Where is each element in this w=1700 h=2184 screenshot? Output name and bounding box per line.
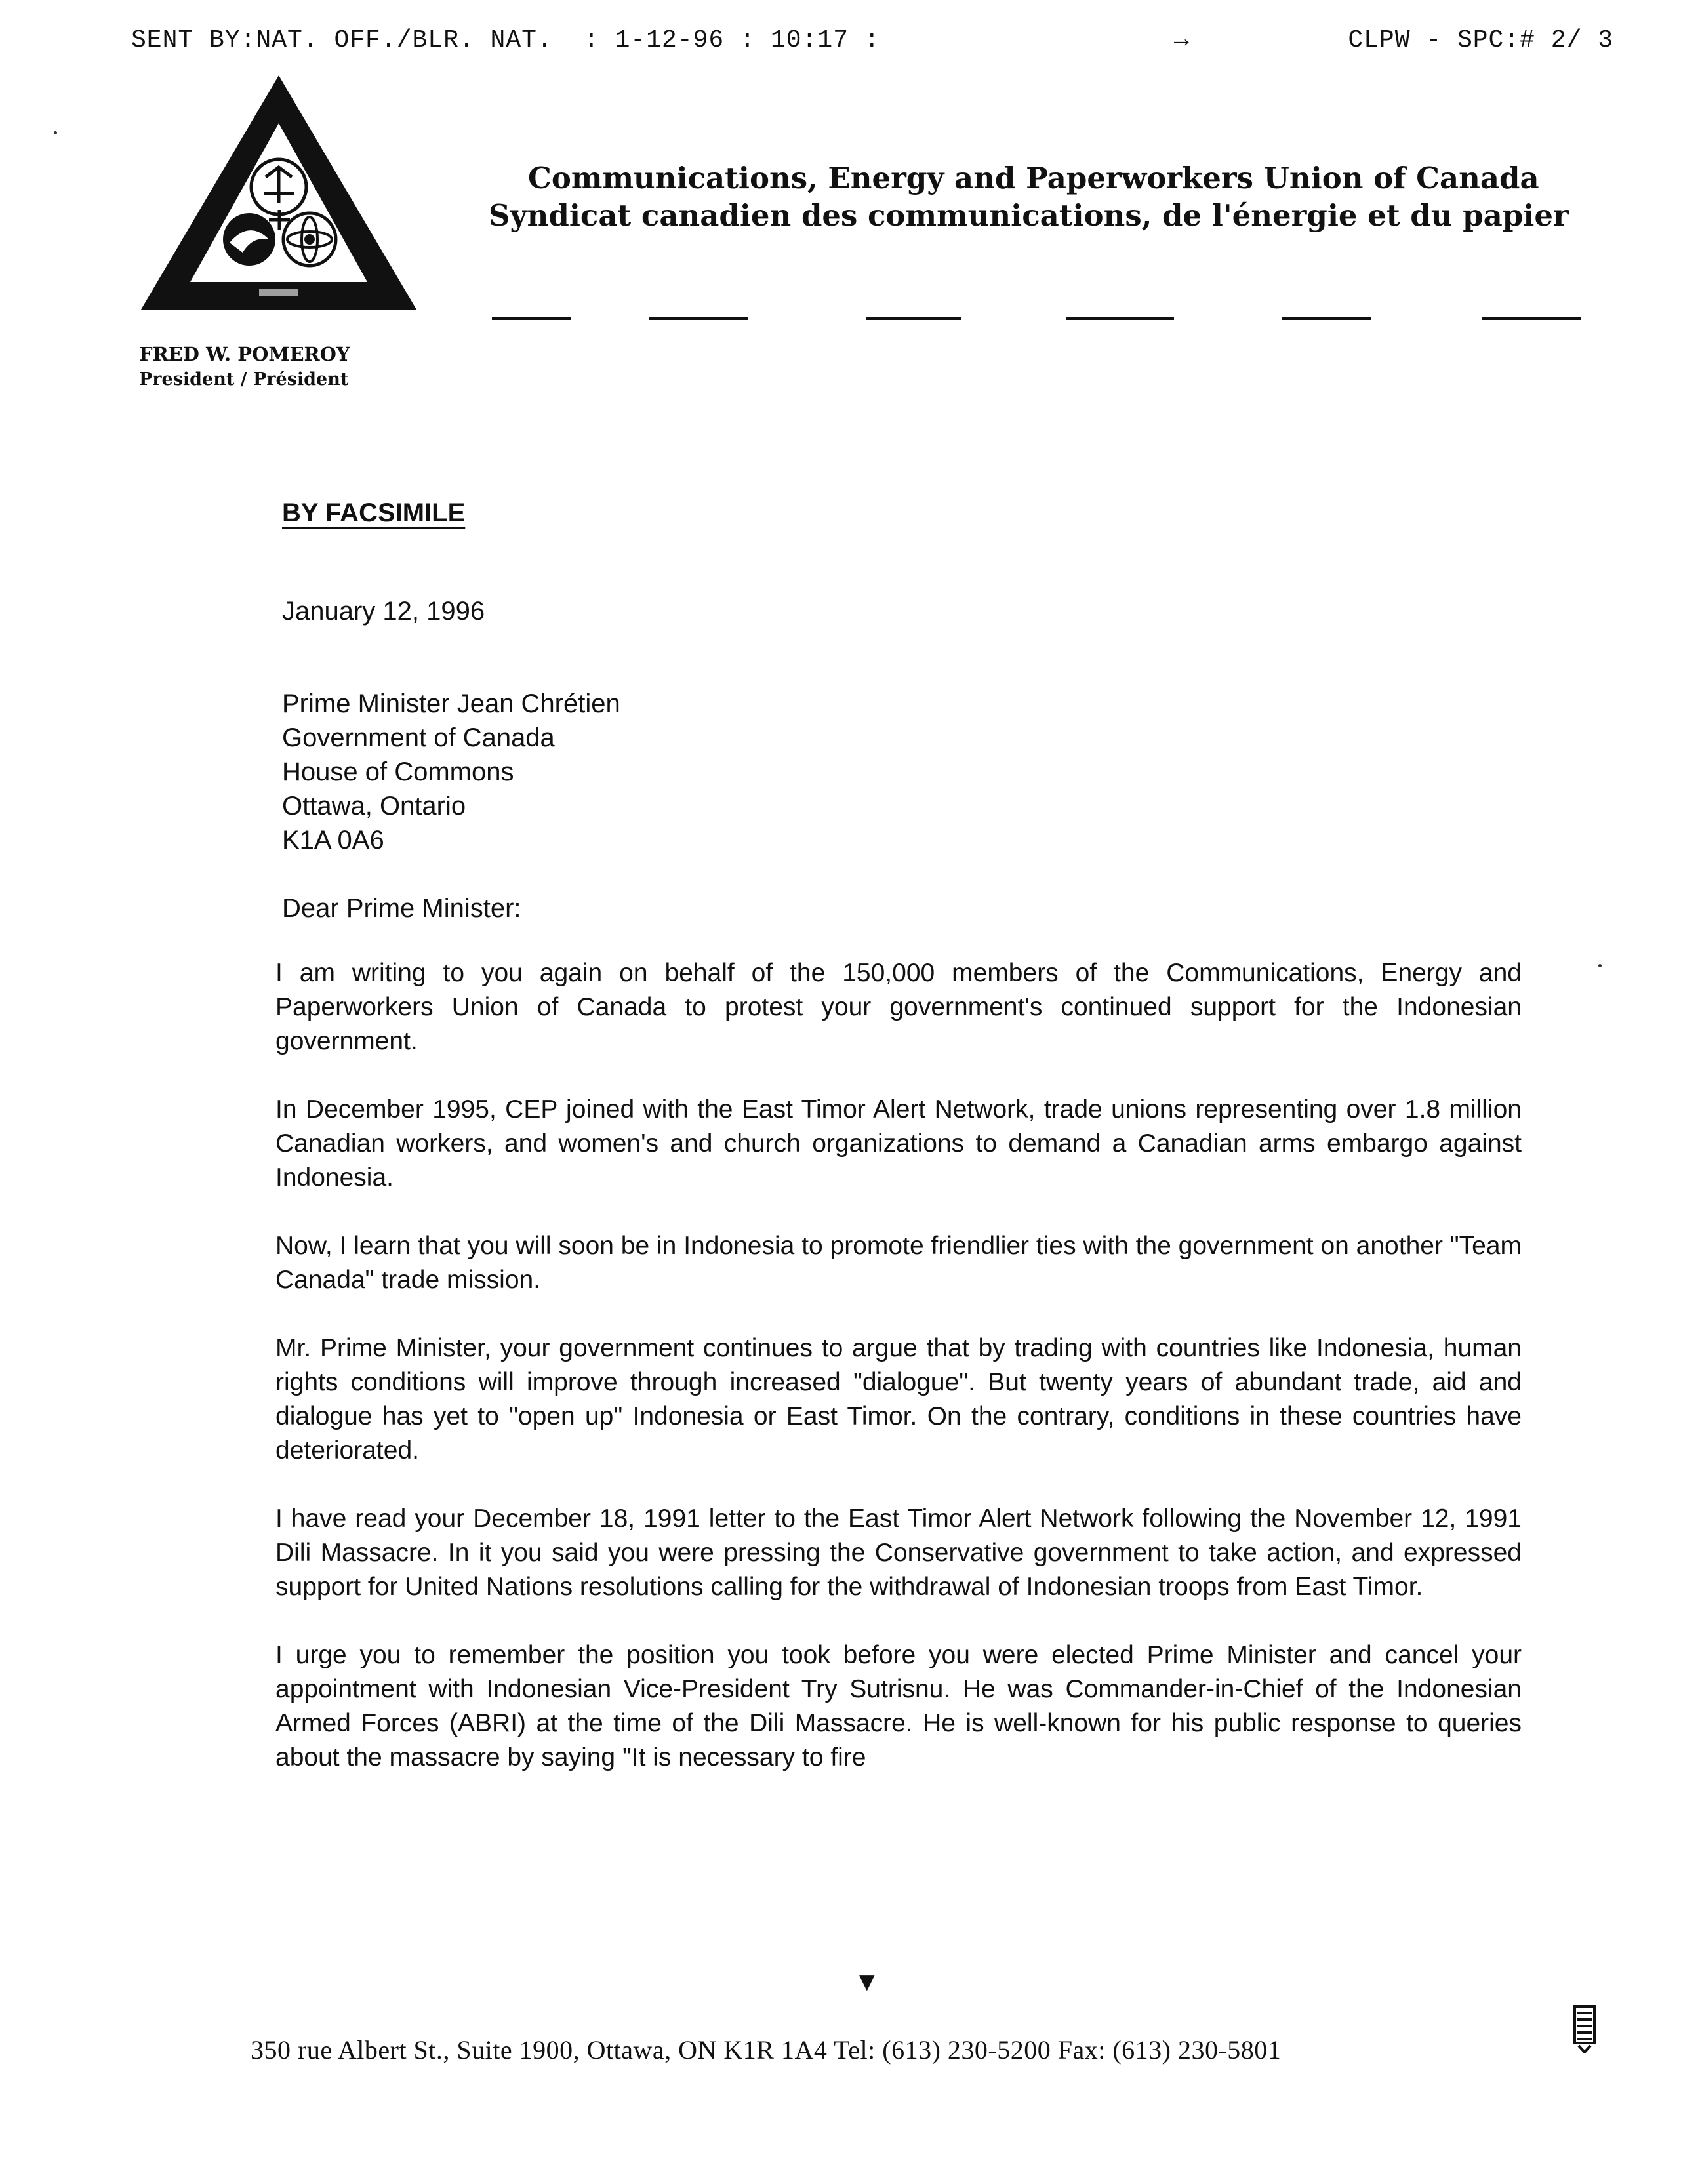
union-bug-icon	[1569, 2004, 1600, 2053]
letter-paragraph: Mr. Prime Minister, your government continues to argue that by trading with countries like Indonesia, human rights conditions will improve through increased "dialogue". But twenty years of abundant trade, aid and dialogue has yet to "open up" Indonesia or East Timor. On the contrary, conditions in these countries have deteriorated.	[275, 1334, 1522, 1465]
letterhead-rule	[492, 317, 1587, 324]
scan-speck	[54, 131, 57, 134]
organization-names	[489, 161, 1636, 233]
letter-body	[262, 498, 1528, 1809]
fax-page-indicator: CLPW - SPC:# 2/ 3	[1348, 26, 1613, 54]
president-title: President / Président	[139, 369, 349, 390]
org-name-english: Communications, Energy and Paperworkers Union of Canada	[528, 161, 1539, 195]
letter-paragraph: Now, I learn that you will soon be in Indonesia to promote friendlier ties with the government on another "Team Canada" trade mission.	[275, 1232, 1522, 1294]
fax-time: 10:17 :	[771, 26, 880, 54]
recipient-line: K1A 0A6	[282, 826, 384, 855]
recipient-line: Ottawa, Ontario	[282, 792, 466, 820]
recipient-line: Government of Canada	[282, 723, 555, 752]
letter-date: January 12, 1996	[282, 597, 485, 626]
continued-marker-icon: ▼	[854, 1968, 880, 1996]
letter-paragraphs	[262, 956, 1528, 1775]
president-name: FRED W. POMEROY	[139, 343, 350, 365]
delivery-method: BY FACSIMILE	[282, 498, 466, 527]
footer-address: 350 rue Albert St., Suite 1900, Ottawa, ON K1R 1A4 Tel: (613) 230-5200 Fax: (613) 230-5801	[251, 2035, 1282, 2065]
president-block	[139, 343, 350, 390]
salutation: Dear Prime Minister:	[282, 894, 521, 923]
fax-transmission-header	[131, 26, 1613, 66]
letter-paragraph: In December 1995, CEP joined with the East Timor Alert Network, trade unions representing over 1.8 million Canadian workers, and women's and church organizations to demand a Canadian arms embargo against Indonesia.	[275, 1095, 1522, 1192]
letter-paragraph: I have read your December 18, 1991 letter to the East Timor Alert Network following the November 12, 1991 Dili Massacre. In it you said you were pressing the Conservative government to take action, and expressed support for United Nations resolutions calling for the withdrawal of Indonesian troops from East Timor.	[275, 1505, 1522, 1601]
org-name-french: Syndicat canadien des communications, de l'énergie et du papier	[489, 198, 1569, 233]
recipient-line: Prime Minister Jean Chrétien	[282, 689, 620, 718]
cep-logo-icon	[138, 72, 420, 315]
fax-sent-by: SENT BY:NAT. OFF./BLR. NAT.	[131, 26, 553, 54]
recipient-line: House of Commons	[282, 758, 514, 786]
fax-date: : 1-12-96 :	[584, 26, 756, 54]
fax-arrow: →	[1174, 26, 1190, 54]
letter-paragraph: I am writing to you again on behalf of the 150,000 members of the Communications, Energy and Paperworkers Union of Canada to protest your government's continued support for the Indonesian government.	[275, 959, 1522, 1055]
scan-speck	[1598, 964, 1602, 967]
recipient-address	[282, 687, 1528, 857]
letter-paragraph: I urge you to remember the position you took before you were elected Prime Minister and cancel your appointment with Indonesian Vice-President Try Sutrisnu. He was Commander-in-Chief of the Indonesian Armed Forces (ABRI) at the time of the Dili Massacre. He is well-known for his public response to queries about the massacre by saying "It is necessary to fire	[275, 1641, 1522, 1771]
